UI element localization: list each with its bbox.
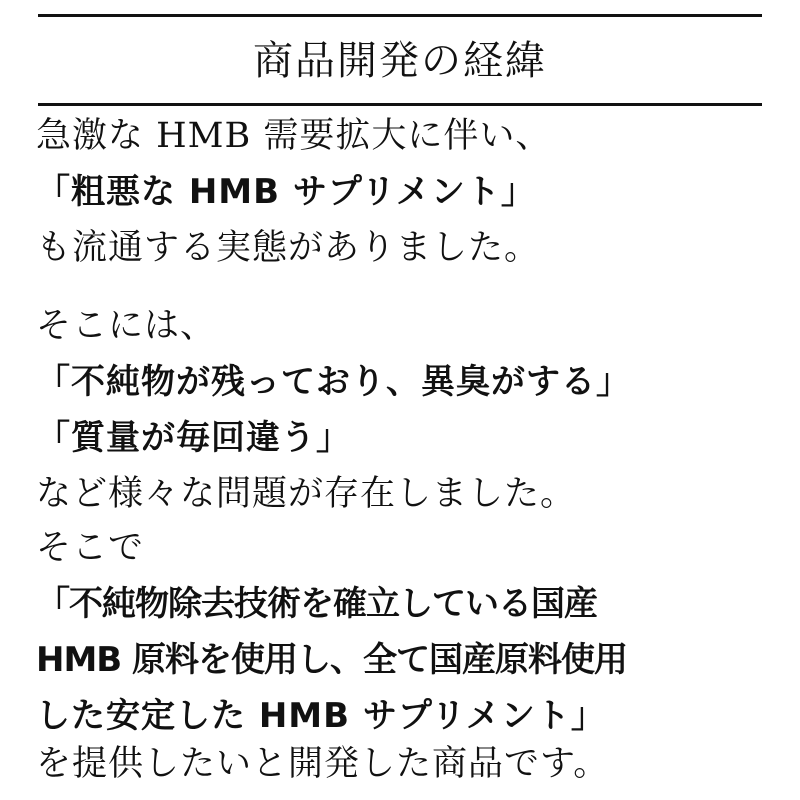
section-1-line-3: も流通する実態がありました。	[36, 228, 541, 268]
section-2-line-4: など様々な問題が存在しました。	[36, 474, 577, 514]
section-2-line-2: 「不純物が残っており、異臭がする」	[36, 362, 631, 402]
section-1-line-1: 急激な HMB 需要拡大に伴い、	[36, 116, 552, 156]
section-3-line-5: を提供したいと開発した商品です。	[36, 744, 610, 784]
top-divider	[38, 14, 762, 17]
section-2-line-3: 「質量が毎回違う」	[36, 418, 351, 458]
section-2-line-1: そこには、	[36, 306, 217, 346]
section-1-line-2: 「粗悪な HMB サプリメント」	[36, 172, 536, 212]
section-3-line-4: した安定した HMB サプリメント」	[36, 696, 606, 736]
section-3-line-2: 「不純物除去技術を確立している国産	[36, 584, 597, 624]
page-title: 商品開発の経緯	[253, 38, 547, 84]
title-divider	[38, 103, 762, 106]
section-3-line-1: そこで	[36, 528, 145, 568]
section-3-line-3: HMB 原料を使用し、全て国産原料使用	[36, 640, 628, 680]
